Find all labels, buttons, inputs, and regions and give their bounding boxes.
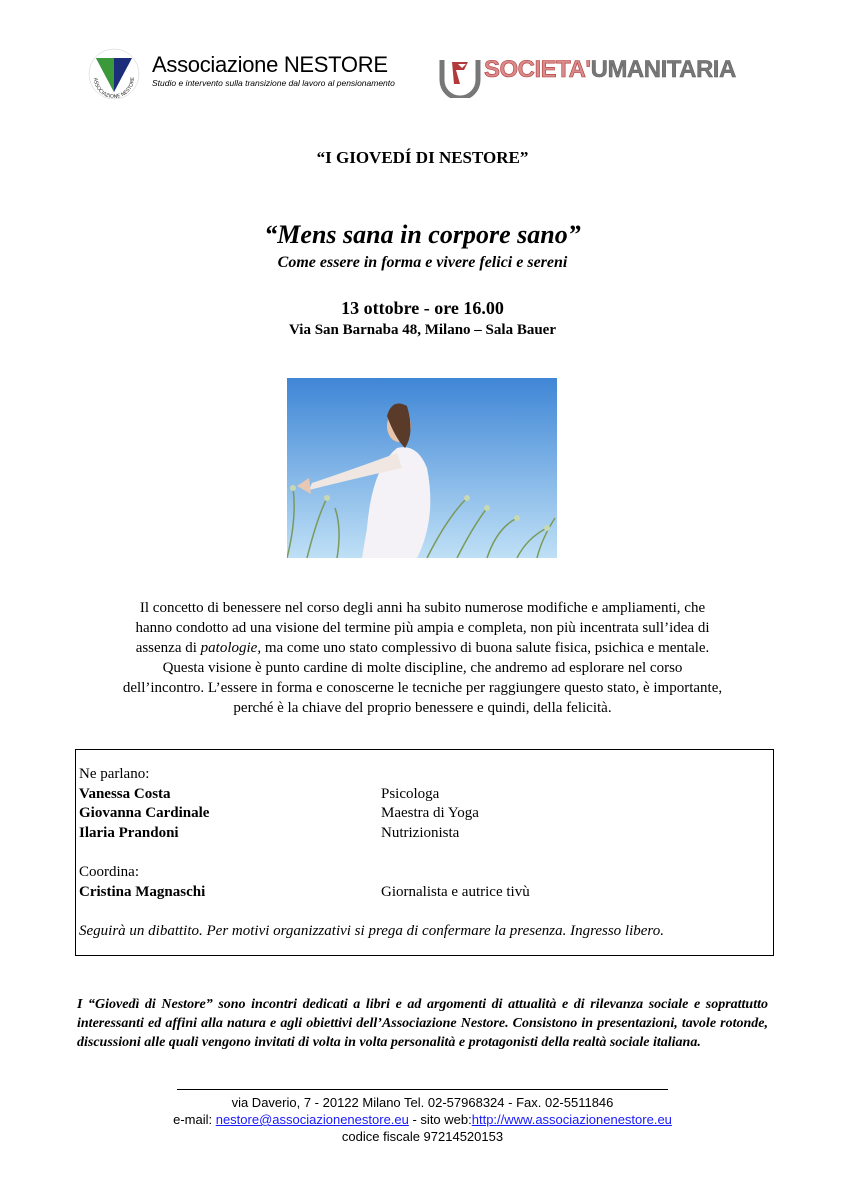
woman-in-meadow-photo	[287, 378, 557, 558]
event-title: “Mens sana in corpore sano”	[264, 220, 581, 249]
coordinator-name: Cristina Magnaschi	[79, 884, 206, 900]
description-line-6: perché è la chiave del proprio benessere e quindi, della felicità.	[233, 700, 612, 716]
description-line-5: dell’incontro. L’essere in forma e conoscerne le tecniche per raggiungere questo stato, è importante,	[122, 680, 723, 696]
coordinator-role: Giornalista e autrice tivù	[381, 884, 530, 900]
debate-note: Seguirà un dibattito. Per motivi organizzativi si prega di confermare la presenza. Ingresso libero.	[79, 923, 664, 939]
nestore-logo-ring-text: ASSOCIAZIONE NESTORE	[91, 76, 137, 100]
footer-divider	[177, 1089, 668, 1090]
website-link[interactable]: http://www.associazionenestore.eu	[471, 1112, 672, 1127]
description-line-1: Il concetto di benessere nel corso degli anni ha subito numerose modifiche e ampliamenti, che	[139, 600, 706, 616]
web-label: - sito web:	[408, 1112, 472, 1127]
nestore-name: Associazione NESTORE	[152, 52, 388, 77]
email-label: e-mail:	[173, 1112, 216, 1127]
umanitaria-name-part1: SOCIETA'	[484, 56, 591, 83]
description-line-2: hanno condotto ad una visione del termine più ampia e completa, non più incentrata sull’idea di	[135, 620, 710, 636]
description-line-3	[60, 638, 785, 658]
about-paragraph: I “Giovedì di Nestore” sono incontri dedicati a libri e ad argomenti di attualità e di rilevanza sociale e soprattutto interessanti ed affini alla natura e agli obiettivi dell’Associazione Nestore. Consistono in presentazioni, tavole rotonde, discussioni alle quali vengono invitati di volta in volta personalità e protagonisti della realtà sociale italiana.	[77, 997, 768, 1050]
speaker-role: Maestra di Yoga	[381, 805, 479, 821]
umanitaria-name	[484, 56, 736, 84]
footer-address: via Daverio, 7 - 20122 Milano Tel. 02-57968324 - Fax. 02-5511846	[231, 1095, 614, 1110]
description-line-3-end: ma come uno stato complessivo di buona salute fisica, psichica e mentale.	[261, 640, 710, 656]
umanitaria-name-part2: UMANITARIA	[590, 56, 736, 83]
event-date-time: 13 ottobre - ore 16.00	[341, 298, 504, 318]
speaker-name: Giovanna Cardinale	[79, 805, 210, 821]
footer-fiscal-code: codice fiscale 97214520153	[341, 1129, 504, 1144]
series-title: “I GIOVEDÍ DI NESTORE”	[316, 148, 529, 167]
footer-contacts	[0, 1112, 845, 1127]
coordinator-heading: Coordina:	[79, 864, 139, 880]
umanitaria-logo	[438, 54, 482, 98]
speakers-heading: Ne parlano:	[79, 766, 150, 782]
speaker-name: Ilaria Prandoni	[79, 825, 179, 841]
event-subtitle: Come essere in forma e vivere felici e sereni	[277, 254, 568, 271]
event-venue: Via San Barnaba 48, Milano – Sala Bauer	[289, 322, 556, 338]
nestore-logo	[88, 48, 140, 100]
description-line-3-start: assenza di	[135, 640, 201, 656]
speakers-box	[75, 749, 774, 956]
speaker-role: Nutrizionista	[381, 825, 460, 841]
speaker-role: Psicologa	[381, 786, 440, 802]
nestore-tagline: Studio e intervento sulla transizione dal lavoro al pensionamento	[152, 78, 395, 88]
email-link[interactable]: nestore@associazionenestore.eu	[215, 1112, 409, 1127]
description-line-4: Questa visione è punto cardine di molte discipline, che andremo ad esplorare nel corso	[162, 660, 683, 676]
description-emphasis: patologie,	[200, 640, 262, 656]
speaker-name: Vanessa Costa	[79, 786, 171, 802]
event-description	[60, 598, 785, 718]
